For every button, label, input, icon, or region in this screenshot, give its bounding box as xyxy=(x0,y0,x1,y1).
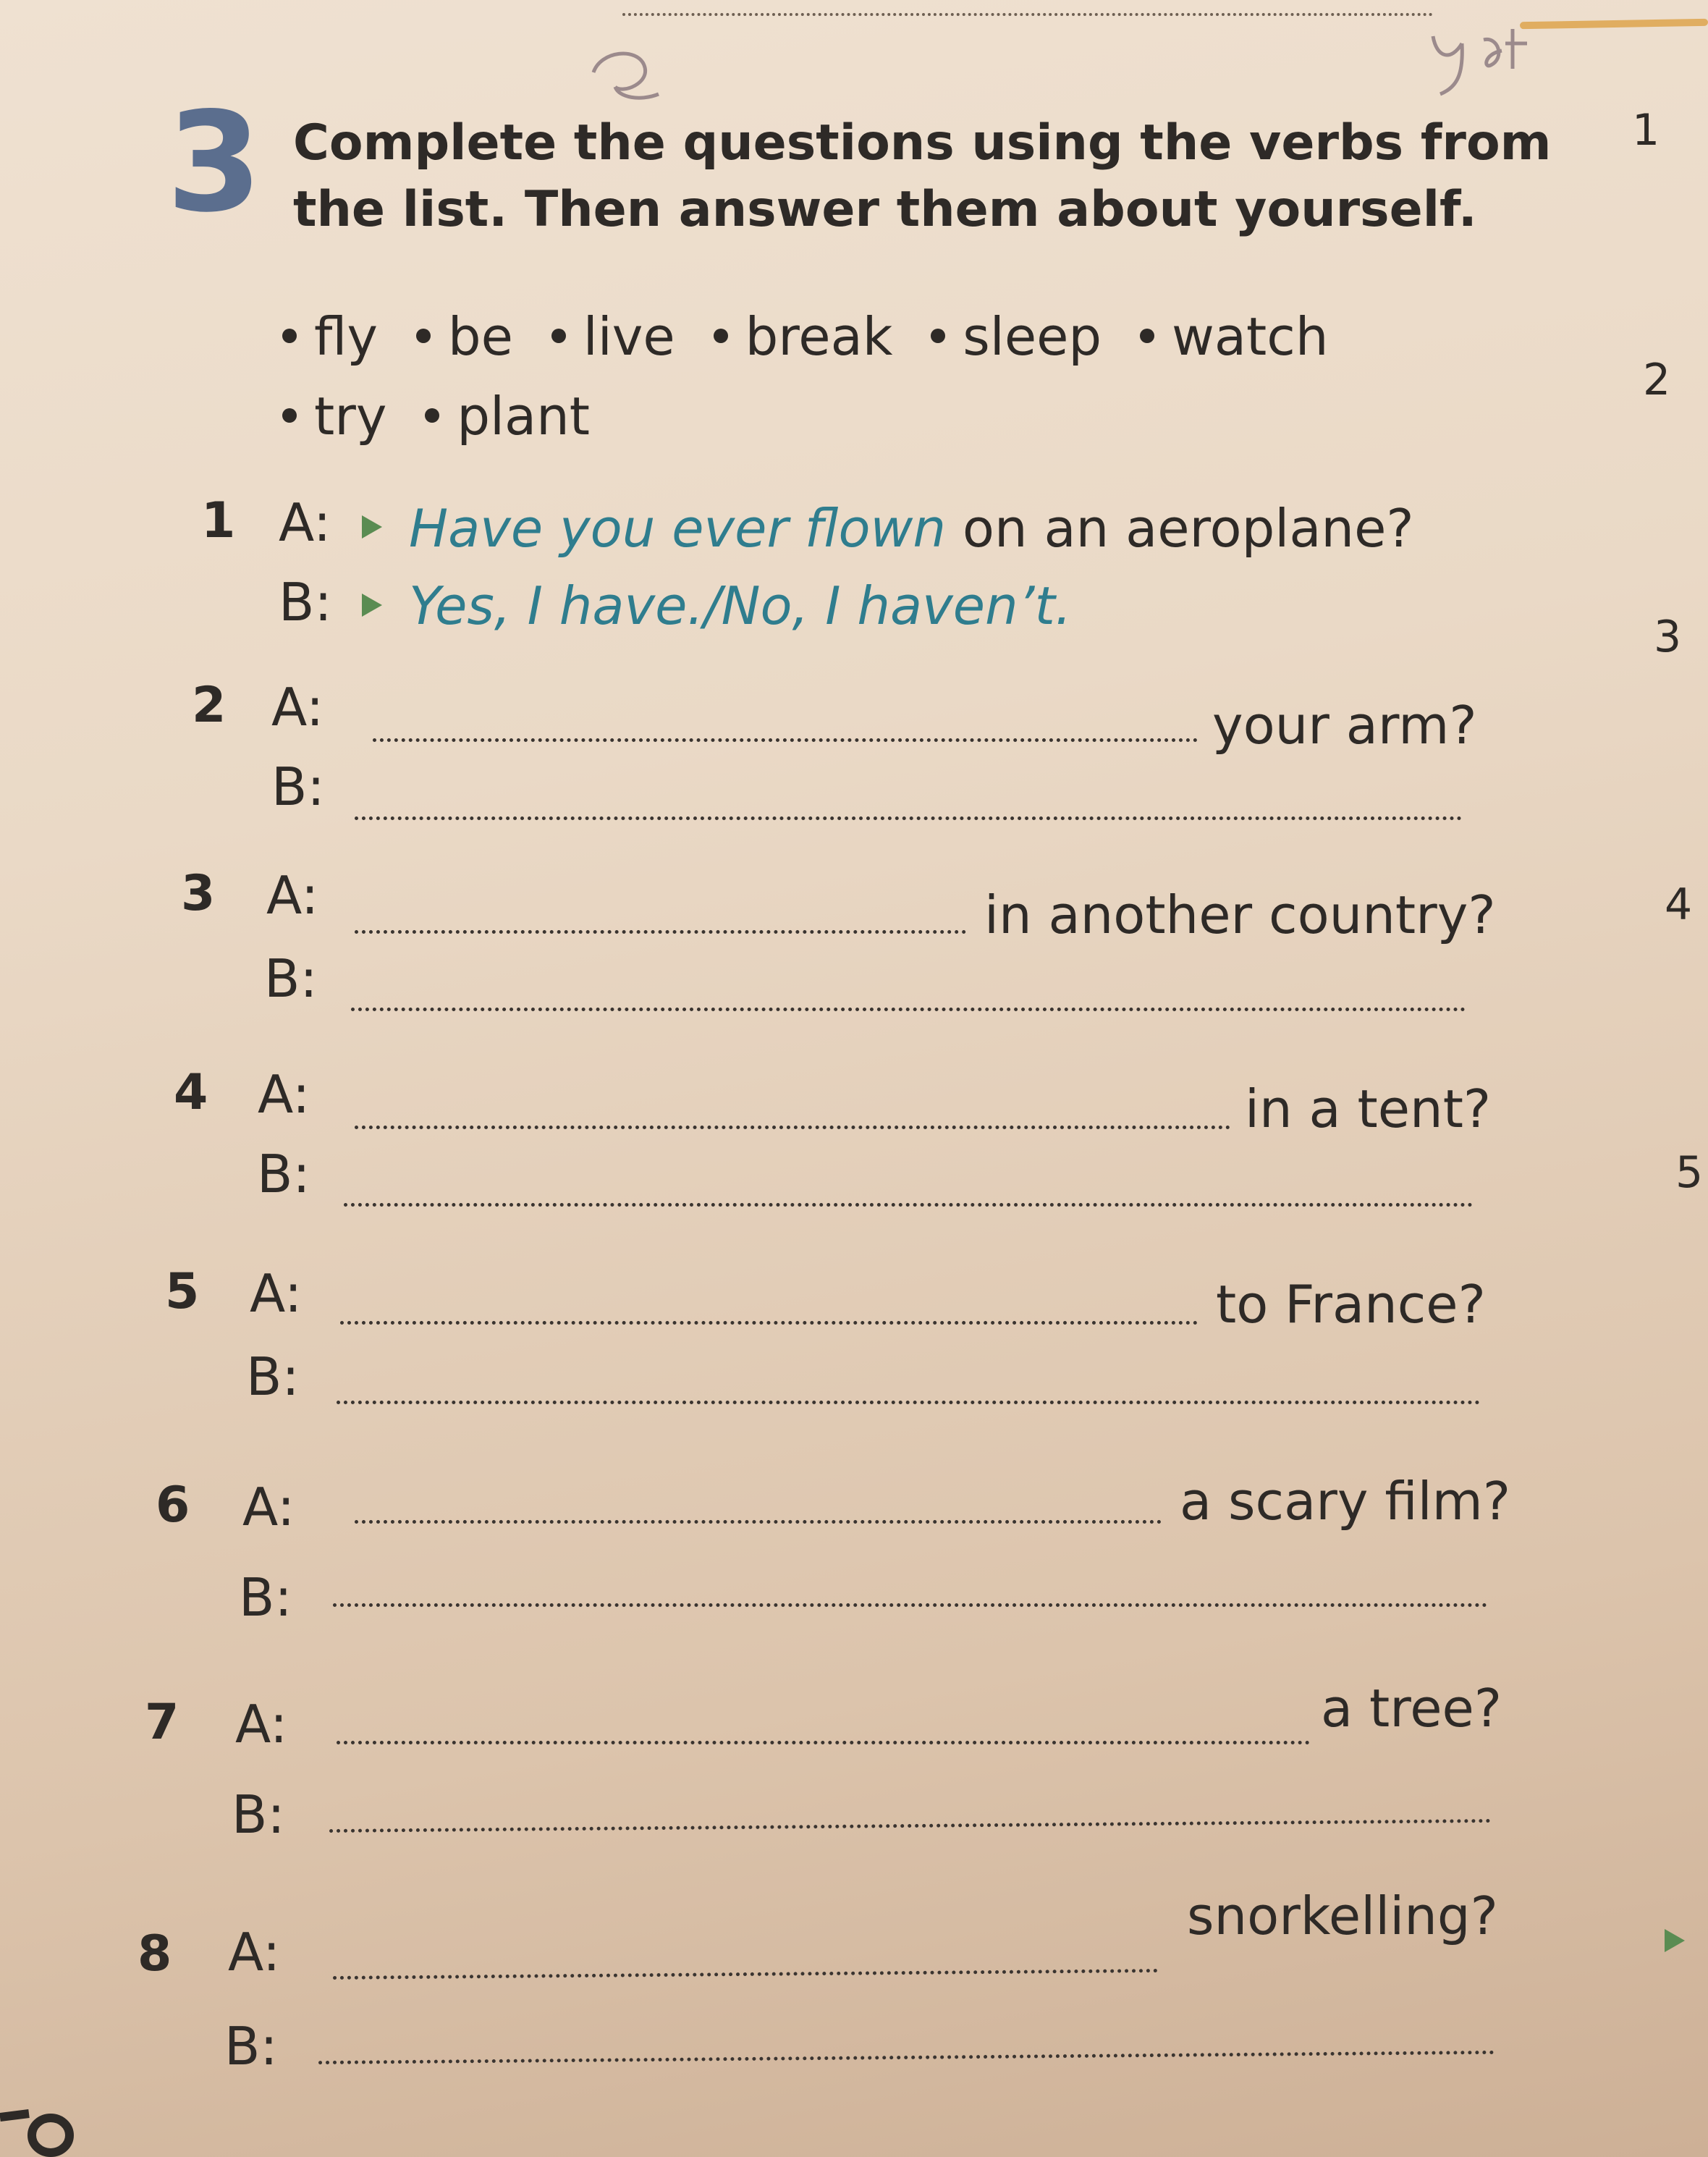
speaker-b-label: B: xyxy=(232,1784,285,1845)
speaker-a-label: A: xyxy=(250,1263,303,1324)
question-tail: to France? xyxy=(1216,1274,1486,1335)
bullet-icon xyxy=(282,329,297,343)
speaker-b-label: B: xyxy=(239,1567,292,1628)
example-question xyxy=(409,498,1414,559)
answer-blank-a[interactable] xyxy=(355,930,966,934)
question-tail: snorkelling? xyxy=(1187,1886,1498,1946)
verb-list-row-2 xyxy=(282,376,1350,456)
answer-blank-a[interactable] xyxy=(355,1520,1162,1524)
item-number: 2 xyxy=(192,677,227,734)
play-arrow-icon xyxy=(362,594,382,617)
bullet-icon xyxy=(282,408,297,423)
item-number: 3 xyxy=(181,865,216,922)
item-number: 1 xyxy=(201,492,236,549)
question-tail: in a tent? xyxy=(1245,1078,1492,1139)
verb-item: try xyxy=(314,386,387,447)
speaker-a-label: A: xyxy=(271,677,324,738)
answer-blank-b[interactable] xyxy=(318,2051,1494,2064)
answer-blank-b[interactable] xyxy=(351,1008,1466,1011)
speaker-b-label: B: xyxy=(264,948,318,1009)
item-number: 5 xyxy=(165,1263,200,1320)
answer-blank-b[interactable] xyxy=(355,816,1462,820)
answer-blank-b[interactable] xyxy=(344,1203,1473,1207)
top-dotted-line xyxy=(622,13,1433,16)
example-answer: Yes, I have./No, I haven’t. xyxy=(409,575,1072,636)
page-number-fragment xyxy=(0,2103,80,2157)
bullet-icon xyxy=(714,329,728,343)
answer-blank-a[interactable] xyxy=(355,1126,1230,1129)
speaker-b-label: B: xyxy=(271,756,325,817)
margin-number: 3 xyxy=(1654,612,1682,662)
bullet-icon xyxy=(931,329,945,343)
speaker-a-label: A: xyxy=(258,1064,310,1125)
bullet-icon xyxy=(551,329,566,343)
margin-number: 4 xyxy=(1665,879,1693,930)
example-answer-verb: Have you ever flown xyxy=(409,498,947,559)
speaker-b-label: B: xyxy=(246,1346,300,1407)
margin-number: 5 xyxy=(1675,1147,1704,1198)
speaker-a-label: A: xyxy=(228,1922,281,1983)
question-tail: a scary film? xyxy=(1180,1471,1511,1532)
speaker-a-label: A: xyxy=(266,865,319,926)
bullet-icon xyxy=(1140,329,1154,343)
exercise-number: 3 xyxy=(166,83,263,242)
question-tail: your arm? xyxy=(1212,695,1477,756)
play-arrow-icon xyxy=(362,515,382,539)
instruction-line-1: Complete the questions using the verbs from xyxy=(293,114,1552,172)
answer-blank-b[interactable] xyxy=(329,1819,1491,1833)
answer-blank-a[interactable] xyxy=(340,1321,1198,1325)
answer-blank-b[interactable] xyxy=(337,1401,1480,1404)
verb-list-row-1 xyxy=(282,297,1350,376)
handwriting-scribble xyxy=(579,43,673,109)
instruction-line-2: the list. Then answer them about yourself. xyxy=(293,181,1477,238)
answer-blank-b[interactable] xyxy=(333,1603,1487,1607)
verb-item: plant xyxy=(457,386,591,447)
item-number: 4 xyxy=(174,1064,208,1121)
verb-item: break xyxy=(745,306,893,367)
answer-blank-a[interactable] xyxy=(373,738,1198,742)
verb-list xyxy=(282,297,1350,456)
question-tail: in another country? xyxy=(984,885,1496,945)
speaker-a-label: A: xyxy=(242,1477,295,1537)
answer-blank-a[interactable] xyxy=(337,1741,1310,1744)
speaker-a-label: A: xyxy=(235,1694,288,1755)
verb-item: be xyxy=(447,306,513,367)
bullet-icon xyxy=(416,329,431,343)
speaker-a-label: A: xyxy=(279,492,331,553)
handwriting-scribble-right xyxy=(1419,14,1563,101)
instruction xyxy=(293,110,1552,243)
speaker-b-label: B: xyxy=(257,1144,310,1204)
margin-number: 2 xyxy=(1643,355,1671,405)
example-question-rest: on an aeroplane? xyxy=(962,498,1414,559)
margin-number: 1 xyxy=(1632,105,1660,156)
verb-item: sleep xyxy=(963,306,1102,367)
item-number: 8 xyxy=(138,1925,172,1983)
item-number: 7 xyxy=(145,1694,179,1751)
answer-blank-a[interactable] xyxy=(333,1969,1158,1980)
question-tail: a tree? xyxy=(1321,1678,1502,1739)
item-number: 6 xyxy=(156,1477,190,1534)
verb-item: watch xyxy=(1172,306,1329,367)
verb-item: live xyxy=(583,306,675,367)
speaker-b-label: B: xyxy=(224,2016,278,2077)
speaker-b-label: B: xyxy=(279,572,332,633)
next-arrow-icon xyxy=(1665,1929,1685,1952)
bullet-icon xyxy=(425,408,439,423)
verb-item: fly xyxy=(314,306,378,367)
